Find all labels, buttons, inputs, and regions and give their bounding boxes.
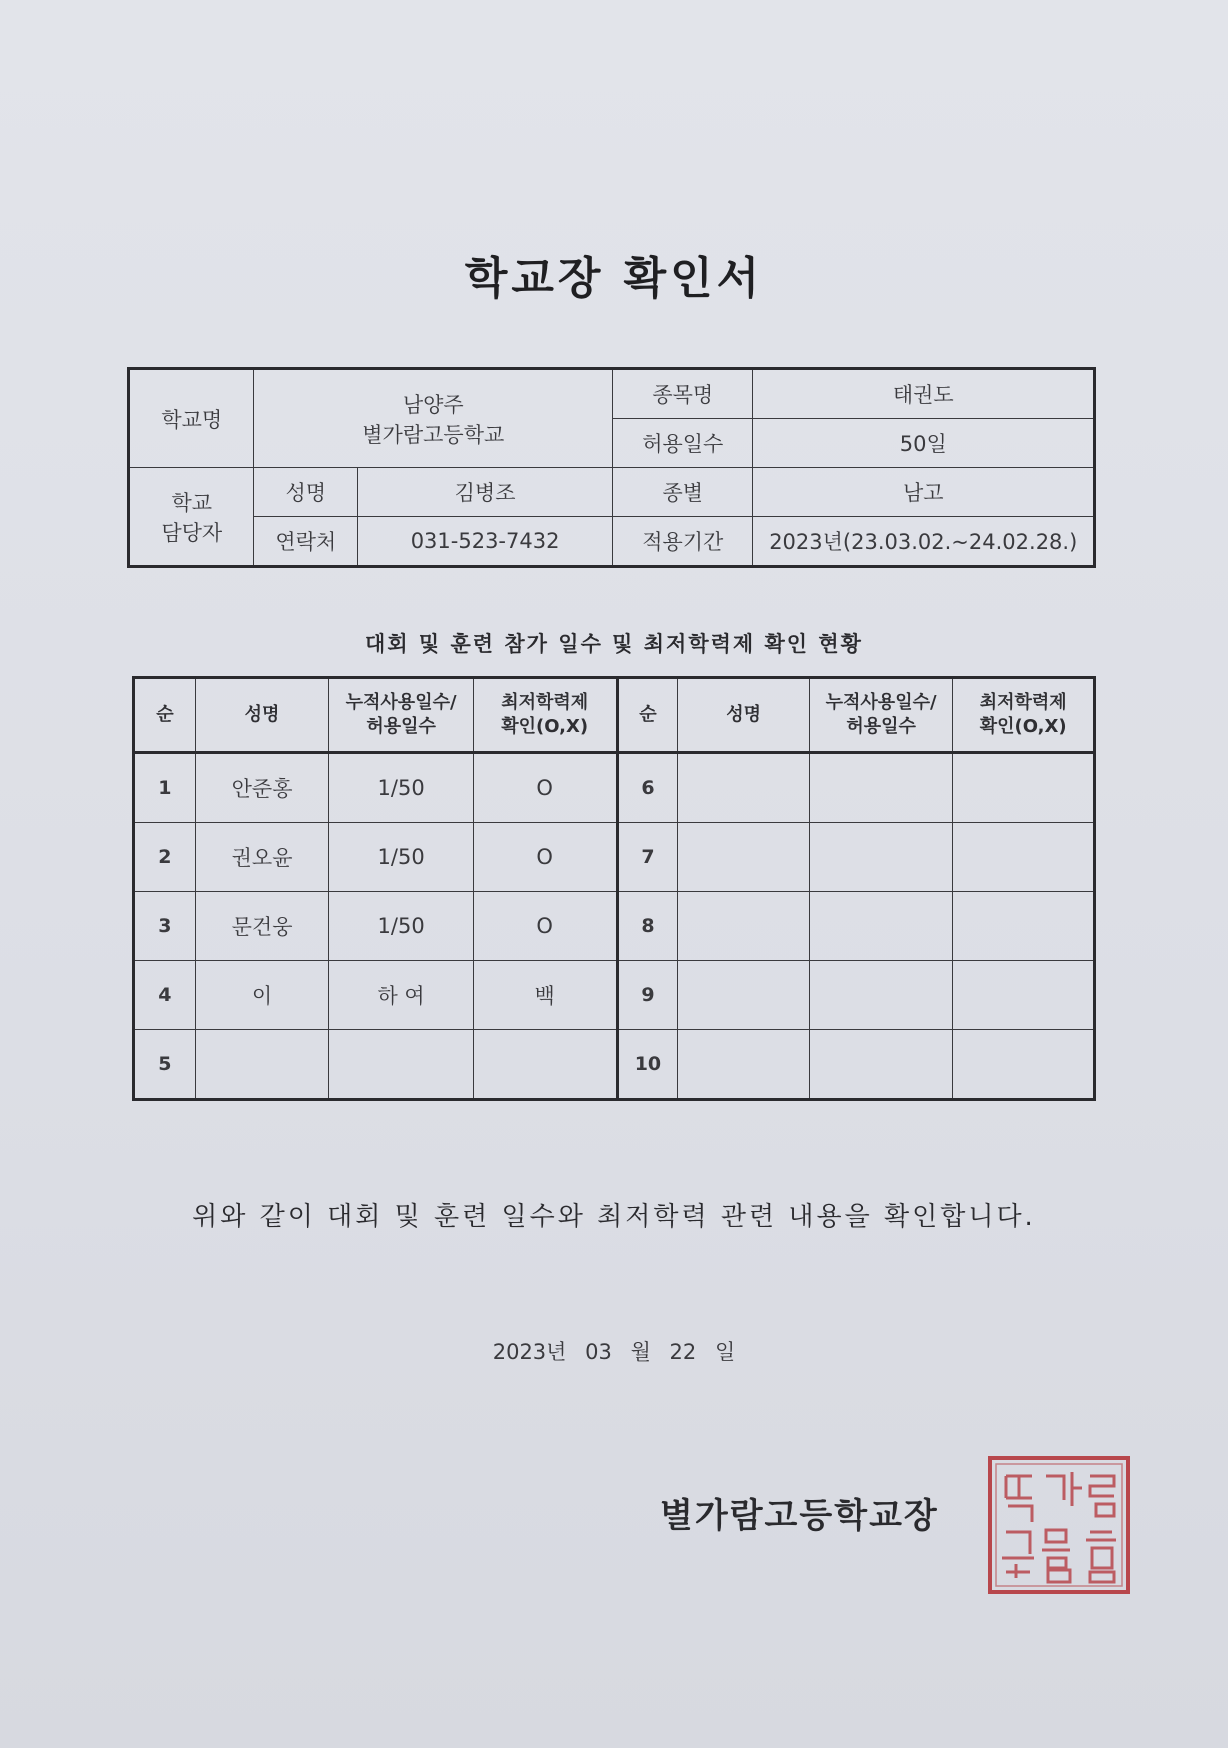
row-days-right — [809, 892, 952, 961]
contact-person-label-line1: 학교 — [171, 490, 213, 515]
date-month: 03 — [585, 1340, 612, 1364]
row-name: 문건웅 — [195, 892, 329, 961]
row-days: 1/50 — [329, 892, 474, 961]
school-seal-stamp-icon — [986, 1454, 1132, 1596]
row-check: O — [473, 892, 617, 961]
row-no-right: 10 — [617, 1030, 678, 1100]
allowed-days-value: 50일 — [753, 419, 1095, 468]
contact-name-value: 김병조 — [358, 468, 613, 517]
date-day-unit: 일 — [714, 1340, 736, 1364]
school-name-line1: 남양주 — [402, 392, 464, 417]
row-no: 3 — [134, 892, 196, 961]
row-name-right — [678, 823, 810, 892]
row-no-right: 6 — [617, 753, 678, 823]
row-days: 하 여 — [329, 961, 474, 1030]
row-no: 2 — [134, 823, 196, 892]
contact-name-label: 성명 — [254, 468, 358, 517]
row-check: 백 — [473, 961, 617, 1030]
header-days-line2: 허용일수 — [366, 716, 436, 737]
header-days — [329, 678, 474, 753]
header-check-line2: 확인(O,X) — [501, 716, 589, 737]
section-title: 대회 및 훈련 참가 일수 및 최저학력제 확인 현황 — [365, 632, 863, 656]
row-name-right — [678, 753, 810, 823]
row-name: 권오윤 — [195, 823, 329, 892]
table-row — [134, 823, 1095, 892]
row-days: 1/50 — [329, 753, 474, 823]
date-month-unit: 월 — [630, 1340, 651, 1364]
sport-label: 종목명 — [613, 369, 753, 419]
row-check-right — [953, 823, 1095, 892]
header-check-line1: 최저학력제 — [501, 692, 589, 713]
header-days-right — [809, 678, 952, 753]
participants-table — [132, 676, 1096, 1101]
header-check-right-line2: 확인(O,X) — [979, 716, 1067, 737]
table-row — [134, 961, 1095, 1030]
row-check: O — [473, 823, 617, 892]
sport-value: 태권도 — [753, 369, 1095, 419]
header-name: 성명 — [195, 678, 329, 753]
row-days-right — [809, 753, 952, 823]
row-no: 4 — [134, 961, 196, 1030]
school-name-line2: 별가람고등학교 — [362, 422, 505, 447]
issue-date — [0, 1336, 1228, 1366]
table-row — [134, 753, 1095, 823]
date-day: 22 — [669, 1340, 697, 1364]
row-days-right — [809, 823, 952, 892]
header-days-right-line2: 허용일수 — [846, 716, 916, 737]
header-days-right-line1: 누적사용일수/ — [825, 692, 937, 713]
row-check-right — [953, 892, 1095, 961]
row-name-right — [678, 961, 810, 1030]
header-days-line1: 누적사용일수/ — [345, 692, 457, 713]
table-row — [134, 1030, 1095, 1100]
row-name: 이 — [195, 961, 329, 1030]
contact-person-label-line2: 담당자 — [161, 520, 223, 545]
row-days — [329, 1030, 474, 1100]
row-name-right — [678, 892, 810, 961]
period-label: 적용기간 — [613, 517, 753, 567]
row-no: 1 — [134, 753, 196, 823]
header-check-right-line1: 최저학력제 — [979, 692, 1067, 713]
school-info-table — [127, 367, 1096, 568]
period-value: 2023년(23.03.02.~24.02.28.) — [753, 517, 1095, 567]
row-name: 안준홍 — [195, 753, 329, 823]
document-title: 학교장 확인서 — [464, 253, 764, 304]
category-label: 종별 — [613, 468, 753, 517]
row-name — [195, 1030, 329, 1100]
declaration-text: 위와 같이 대회 및 훈련 일수와 최저학력 관련 내용을 확인합니다. — [192, 1202, 1036, 1232]
row-days-right — [809, 961, 952, 1030]
header-check-right — [953, 678, 1095, 753]
row-check — [473, 1030, 617, 1100]
row-name-right — [678, 1030, 810, 1100]
phone-label: 연락처 — [254, 517, 358, 567]
row-no-right: 8 — [617, 892, 678, 961]
row-no-right: 9 — [617, 961, 678, 1030]
header-name-right: 성명 — [678, 678, 810, 753]
header-no: 순 — [134, 678, 196, 753]
row-days-right — [809, 1030, 952, 1100]
header-no-right: 순 — [617, 678, 678, 753]
school-name-label: 학교명 — [129, 369, 254, 468]
school-name-value — [254, 369, 613, 468]
row-check-right — [953, 961, 1095, 1030]
row-check-right — [953, 753, 1095, 823]
header-check — [473, 678, 617, 753]
row-no-right: 7 — [617, 823, 678, 892]
row-days: 1/50 — [329, 823, 474, 892]
principal-signature: 별가람고등학교장 — [660, 1496, 939, 1536]
table-row — [134, 892, 1095, 961]
phone-value: 031-523-7432 — [358, 517, 613, 567]
date-year: 2023년 — [492, 1340, 567, 1364]
category-value: 남고 — [753, 468, 1095, 517]
row-check: O — [473, 753, 617, 823]
allowed-days-label: 허용일수 — [613, 419, 753, 468]
row-check-right — [953, 1030, 1095, 1100]
contact-person-label — [129, 468, 254, 567]
participants-header-row — [134, 678, 1095, 753]
row-no: 5 — [134, 1030, 196, 1100]
